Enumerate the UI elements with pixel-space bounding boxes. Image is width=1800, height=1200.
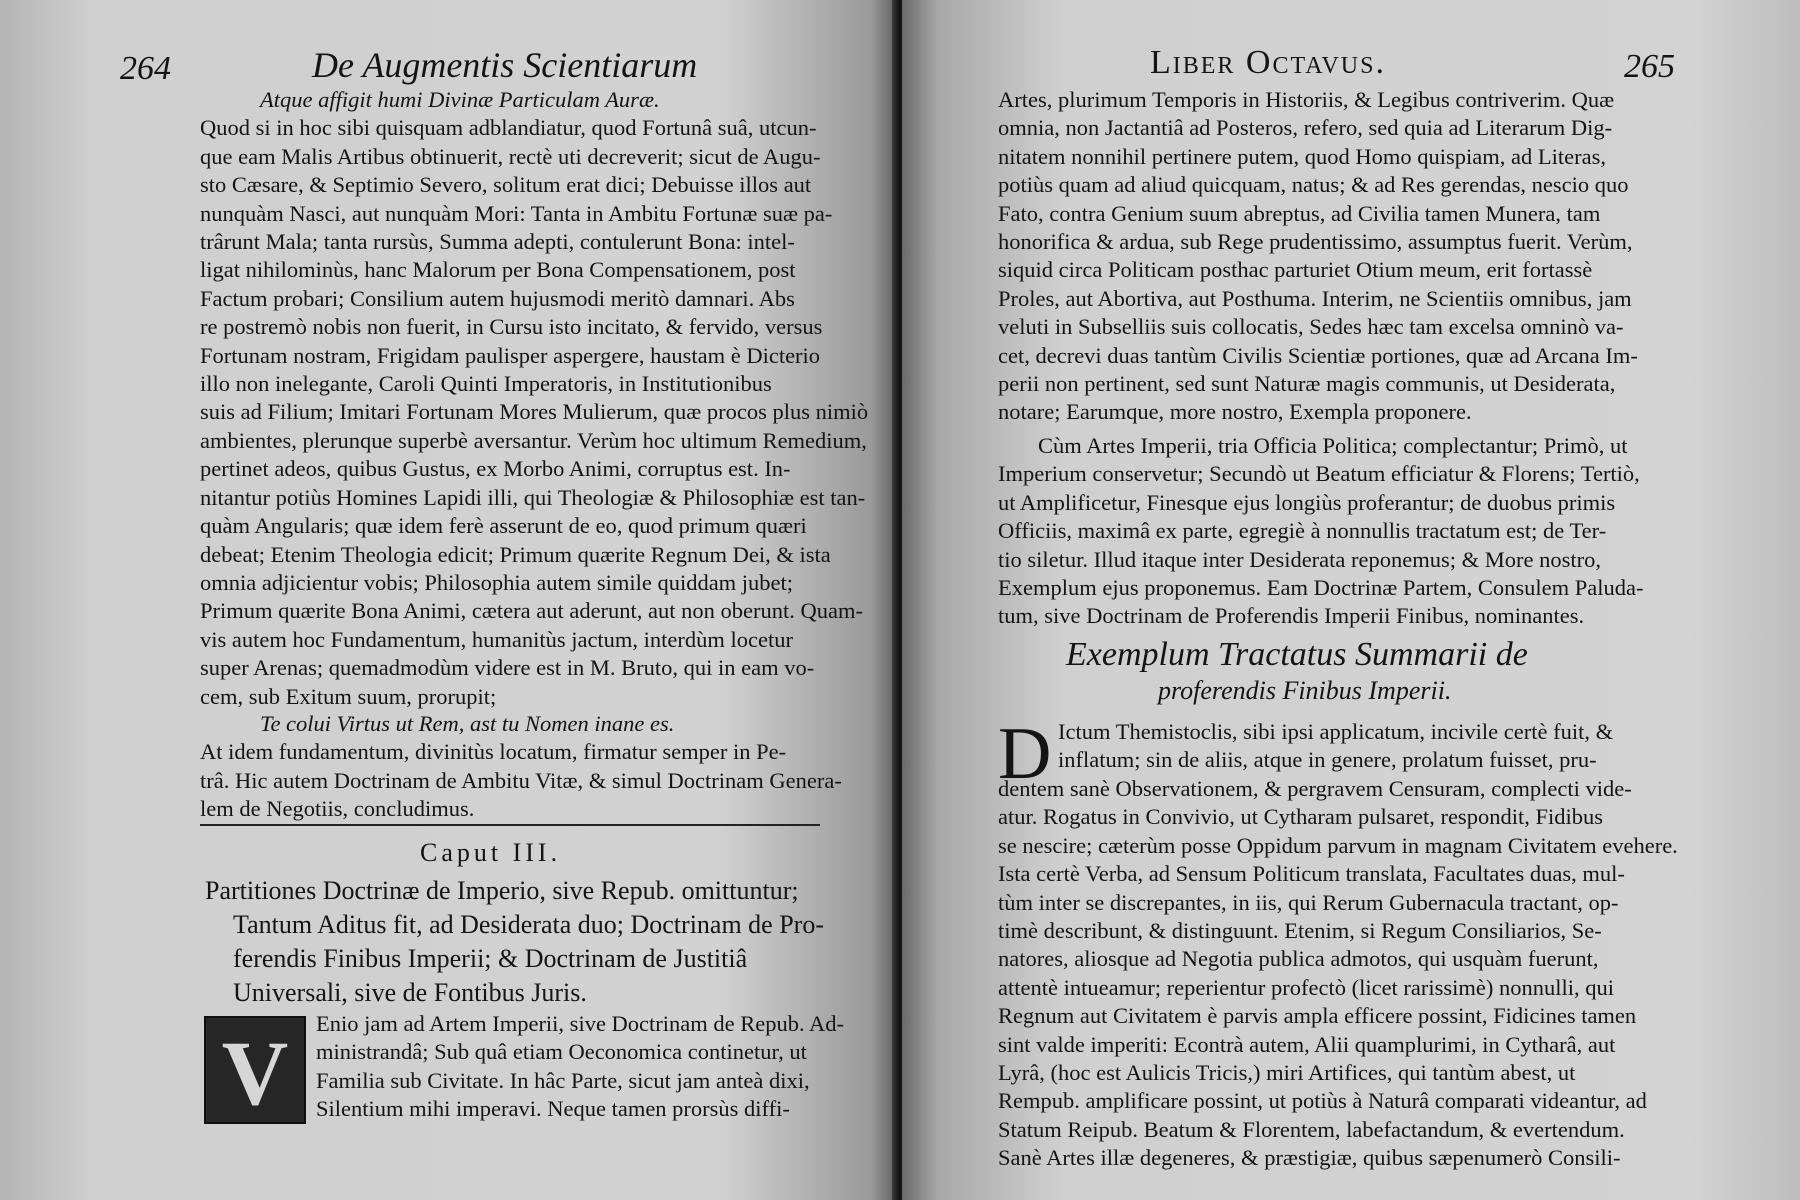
- exemplum-title: Exemplum Tractatus Summarii de: [1066, 636, 1528, 673]
- right-line: Ista certè Verba, ad Sensum Politicum translata, Facultates duas, mul-: [998, 861, 1625, 887]
- left-line: Silentium mihi imperavi. Neque tamen prorsùs diffi-: [316, 1096, 790, 1122]
- right-line: tio siletur. Illud itaque inter Desiderata reponemus; & More nostro,: [998, 546, 1601, 572]
- right-line: tum, sive Doctrinam de Proferendis Imperii Finibus, nominantes.: [998, 603, 1585, 629]
- left-line: suis ad Filium; Imitari Fortunam Mores Mulierum, quæ procos plus nimiò: [200, 399, 869, 425]
- left-block-1: [200, 86, 869, 711]
- summary-line: Universali, sive de Fontibus Juris.: [233, 978, 587, 1007]
- left-line: omnia adjicientur vobis; Philosophia autem simile quiddam jubet;: [200, 569, 794, 595]
- right-line: ut Amplificetur, Finesque ejus longiùs proferantur; de duobus primis: [998, 489, 1616, 515]
- left-line: illo non inelegante, Caroli Quinti Imperatoris, in Institutionibus: [200, 371, 772, 397]
- summary-line: Tantum Aditus fit, ad Desiderata duo; Doctrinam de Pro-: [233, 910, 824, 939]
- right-line: Rempub. amplificare possint, ut potiùs à Naturâ comparati videantur, ad: [998, 1088, 1647, 1114]
- right-line: natores, aliosque ad Negotia publica admotos, qui usquàm fuerunt,: [998, 946, 1599, 972]
- left-line: Primum quærite Bona Animi, cætera aut aderunt, aut non oberunt. Quam-: [200, 598, 863, 624]
- left-line: Enio jam ad Artem Imperii, sive Doctrinam de Repub. Ad-: [316, 1011, 845, 1036]
- right-line: sint valde imperiti: Econtrà autem, Alii quamplurimi, in Cytharâ, aut: [998, 1031, 1616, 1057]
- left-line: pertinet adeos, quibus Gustus, ex Morbo Animi, corruptus est. In-: [200, 456, 791, 482]
- right-line: tùm inter se discrepantes, in iis, qui Rerum Gubernacula tractant, op-: [998, 889, 1619, 915]
- right-page: [902, 0, 1800, 1200]
- page-number-right: 265: [1624, 48, 1675, 85]
- running-title-left: De Augmentis Scientiarum: [312, 45, 698, 85]
- left-line: Te colui Virtus ut Rem, ast tu Nomen inane es.: [260, 711, 675, 736]
- right-line: atur. Rogatus in Convivio, ut Cytharam pulsaret, respondit, Fidibus: [998, 804, 1603, 830]
- right-line: dentem sanè Observationem, & pergravem Censuram, complecti vide-: [998, 776, 1632, 801]
- left-line: re postremò nobis non fuerit, in Cursu isto incitato, & fervido, versus: [200, 314, 823, 340]
- left-line: sto Cæsare, & Septimio Severo, solitum erat dici; Debuisse illos aut: [200, 172, 812, 198]
- drop-cap-ornament: [204, 1016, 306, 1124]
- right-line: Artes, plurimum Temporis in Historiis, & Legibus contriverim. Quæ: [998, 87, 1615, 112]
- right-line: Fato, contra Genium suum abreptus, ad Civilia tamen Munera, tam: [998, 200, 1601, 226]
- right-line: notare; Earumque, more nostro, Exempla proponere.: [998, 399, 1472, 425]
- right-line: siquid circa Politicam posthac parturiet Otium meum, erit fortassè: [998, 257, 1593, 283]
- left-line: ambientes, plerunque superbè aversantur. Verùm hoc ultimum Remedium,: [200, 427, 867, 453]
- right-line: nitatem nonnihil pertinere putem, quod Homo quispiam, ad Literas,: [998, 143, 1606, 169]
- right-line: Statum Reipub. Beatum & Florentem, labefactandum, & evertendum.: [998, 1116, 1625, 1142]
- left-block-2: [200, 710, 842, 824]
- right-line: attentè intueamur; reperientur profectò (licet rarissimè) nonnulli, qui: [998, 974, 1615, 1000]
- left-block-3-indented: [316, 1010, 845, 1124]
- right-line: Officiis, maximâ ex parte, egregiè à nonnullis tractatum est; de Ter-: [998, 518, 1607, 544]
- left-line: Factum probari; Consilium autem hujusmodi meritò damnari. Abs: [200, 285, 795, 311]
- chapter-summary: [205, 874, 825, 1010]
- drop-cap-letter-right: D: [998, 713, 1052, 795]
- right-line: Ictum Themistoclis, sibi ipsi applicatum, incivile certè fuit, &: [1058, 719, 1614, 744]
- right-line: timè describunt, & distinguunt. Etenim, si Regum Consiliarios, Se-: [998, 918, 1602, 944]
- chapter-title: Caput III.: [420, 838, 562, 867]
- right-block-1: [998, 86, 1638, 427]
- left-line: Fortunam nostram, Frigidam paulisper aspergere, haustam è Dicterio: [200, 342, 821, 368]
- right-line: perii non pertinent, sed sunt Naturæ magis communis, ut Desiderata,: [998, 371, 1616, 397]
- left-page: [0, 0, 898, 1200]
- left-line: Familia sub Civitate. In hâc Parte, sicut jam anteà dixi,: [316, 1067, 810, 1093]
- left-line: nitantur potiùs Homines Lapidi illi, qui Theologiæ & Philosophiæ est tan-: [200, 484, 866, 510]
- exemplum-subtitle: proferendis Finibus Imperii.: [1158, 676, 1452, 705]
- left-line: vis autem hoc Fundamentum, humanitùs jactum, interdùm locetur: [200, 626, 794, 652]
- left-line: Atque affigit humi Divinæ Particulam Auræ.: [260, 87, 660, 112]
- right-line: Cùm Artes Imperii, tria Officia Politica; complectantur; Primò, ut: [1038, 433, 1628, 458]
- left-line: cem, sub Exitum suum, prorupit;: [200, 683, 497, 709]
- summary-line: Partitiones Doctrinæ de Imperio, sive Repub. omittuntur;: [205, 876, 799, 905]
- page-number-left: 264: [120, 50, 171, 87]
- right-line: se nescire; cæterùm posse Oppidum parvum in magnam Civitatem evehere.: [998, 832, 1678, 858]
- right-line: Proles, aut Abortiva, aut Posthuma. Interim, ne Scientiis omnibus, jam: [998, 285, 1632, 311]
- drop-cap-letter: V: [221, 1022, 289, 1124]
- right-block-3: [998, 775, 1678, 1173]
- right-line: veluti in Subselliis suis collocatis, Sedes hæc tam excelsa omninò va-: [998, 314, 1624, 340]
- left-line: super Arenas; quemadmodùm videre est in M. Bruto, qui in eam vo-: [200, 655, 815, 681]
- right-block-2: [998, 432, 1644, 631]
- right-line: Regnum aut Civitatem è parvis ampla efficere possint, Fidicines tamen: [998, 1003, 1637, 1029]
- left-line: trârunt Mala; tanta rursùs, Summa adepti, contulerunt Bona: intel-: [200, 229, 795, 255]
- left-line: nunquàm Nasci, aut nunquàm Mori: Tanta in Ambitu Fortunæ suæ pa-: [200, 200, 833, 226]
- right-line: cet, decrevi duas tantùm Civilis Scientiæ portiones, quæ ad Arcana Im-: [998, 342, 1638, 368]
- right-line: Sanè Artes illæ degeneres, & præstigiæ, quibus sæpenumerò Consili-: [998, 1145, 1621, 1171]
- left-line: trâ. Hic autem Doctrinam de Ambitu Vitæ, & simul Doctrinam Genera-: [200, 767, 842, 793]
- right-line: Imperium conservetur; Secundò ut Beatum efficiatur & Florens; Tertiò,: [998, 461, 1640, 487]
- summary-line: ferendis Finibus Imperii; & Doctrinam de Justitiâ: [233, 944, 748, 973]
- right-line: omnia, non Jactantiâ ad Posteros, refero, sed quia ad Literarum Dig-: [998, 115, 1613, 141]
- left-line: At idem fundamentum, divinitùs locatum, firmatur semper in Pe-: [200, 739, 787, 765]
- left-line: ligat nihilominùs, hanc Malorum per Bona Compensationem, post: [200, 257, 796, 283]
- left-line: quàm Angularis; quæ idem ferè asserunt de eo, quod primum quæri: [200, 513, 807, 539]
- left-line: que eam Malis Artibus obtinuerit, rectè uti decreverit; sicut de Augu-: [200, 143, 821, 169]
- right-line: inflatum; sin de aliis, atque in genere, prolatum fuisset, pru-: [1058, 747, 1597, 773]
- chapter-rule: [200, 824, 820, 826]
- left-line: ministrandâ; Sub quâ etiam Oeconomica continetur, ut: [316, 1039, 807, 1065]
- right-line: Lyrâ, (hoc est Aulicis Tricis,) miri Artifices, qui tantùm abest, ut: [998, 1060, 1576, 1086]
- running-title-right: Liber Octavus.: [1150, 44, 1386, 81]
- right-block-3-indented: [1058, 718, 1614, 775]
- left-line: Quod si in hoc sibi quisquam adblandiatur, quod Fortunâ suâ, utcun-: [200, 115, 817, 141]
- left-line: lem de Negotiis, concludimus.: [200, 796, 475, 822]
- right-line: potiùs quam ad aliud quicquam, natus; & ad Res gerendas, nescio quo: [998, 172, 1629, 198]
- right-line: honorifica & ardua, sub Rege prudentissimo, assumptus fuerit. Verùm,: [998, 229, 1633, 255]
- left-line: debeat; Etenim Theologia edicit; Primum quærite Regnum Dei, & ista: [200, 541, 831, 567]
- right-line: Exemplum ejus proponemus. Eam Doctrinæ Partem, Consulem Paluda-: [998, 575, 1644, 601]
